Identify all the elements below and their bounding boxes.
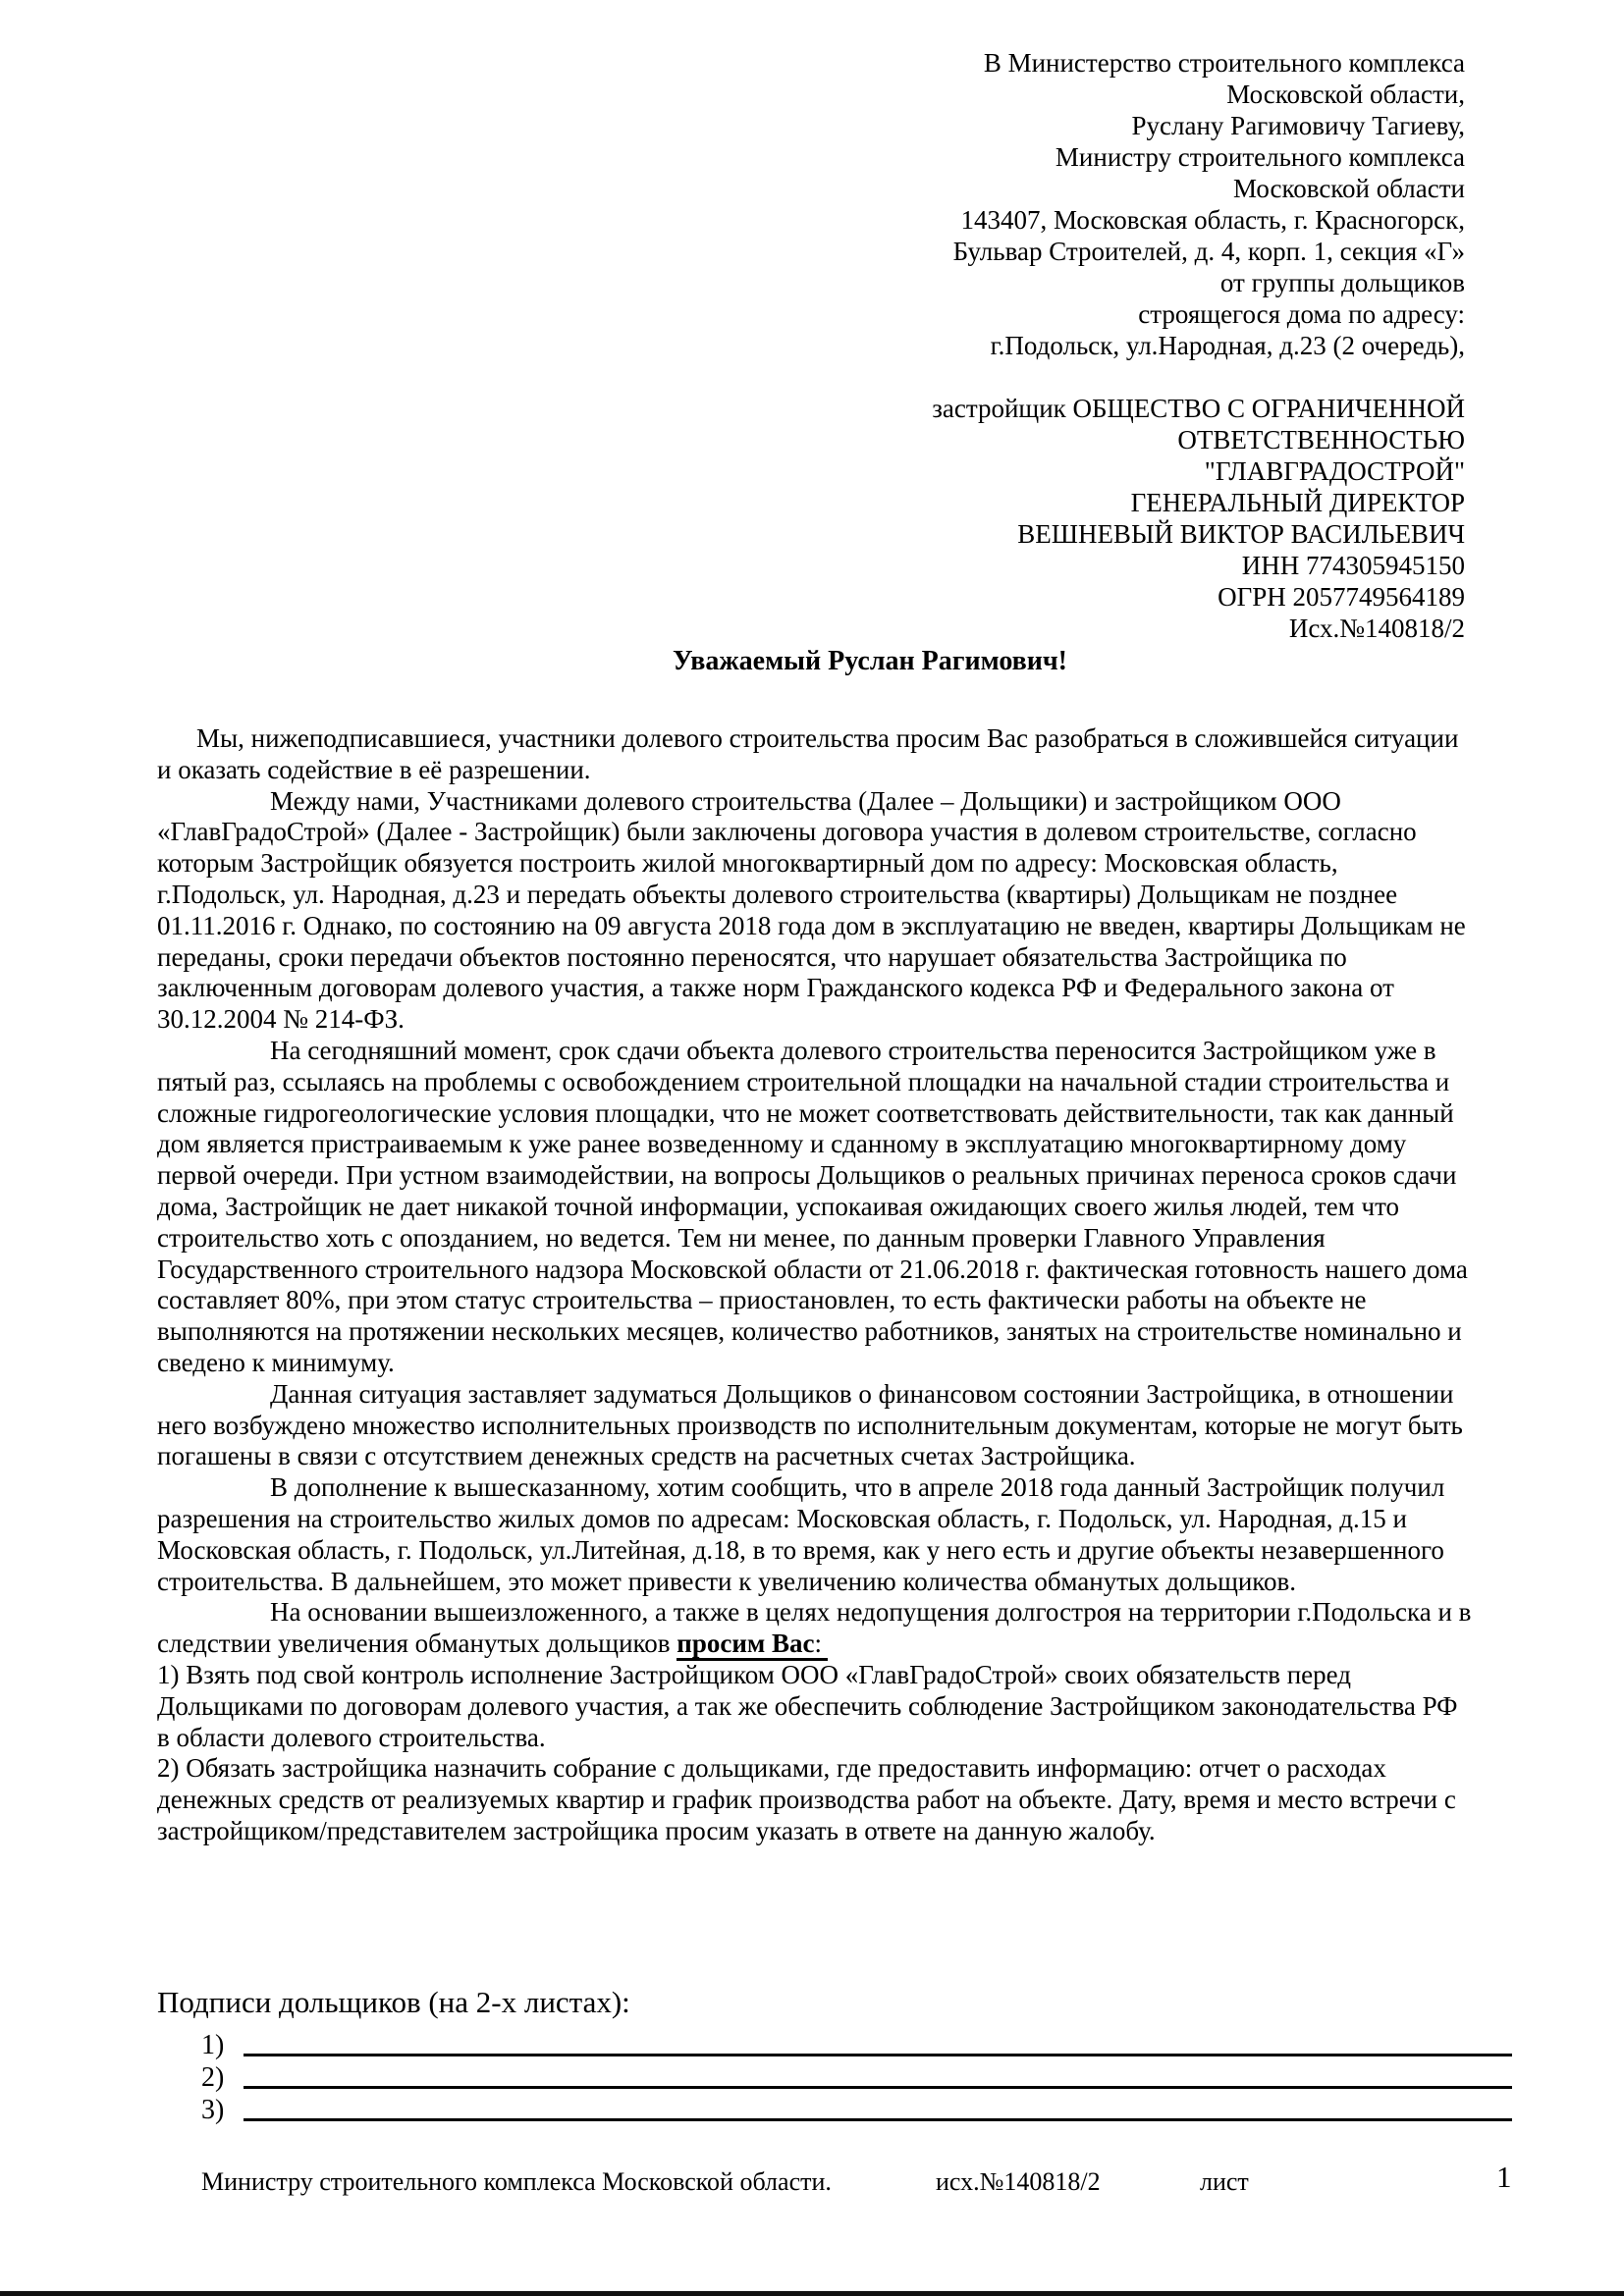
- body-paragraph: В дополнение к вышесказанному, хотим сообщить, что в апреле 2018 года данный Застройщик получил разрешения на строительство жилых домов по адресам: Московская область, г. Подольск, ул. Народная, д.15 и Московская область, г. Подольск, ул.Литейная, д.18, в то время, как у него есть и другие объекты незавершенного строительства. В дальнейшем, это может привести к увеличению количества обманутых дольщиков.: [157, 1472, 1445, 1596]
- recipient-line: 143407, Московская область, г. Красногорск,: [960, 205, 1465, 235]
- request-emphasis: [677, 1629, 828, 1661]
- letter-body: [157, 723, 1473, 1847]
- developer-line: ГЕНЕРАЛЬНЫЙ ДИРЕКТОР: [1130, 488, 1465, 517]
- signature-row: [157, 2030, 1512, 2062]
- recipient-line: Бульвар Строителей, д. 4, корп. 1, секция «Г»: [952, 237, 1465, 266]
- signature-line: [244, 2118, 1512, 2121]
- recipient-line: г.Подольск, ул.Народная, д.23 (2 очередь),: [990, 331, 1465, 360]
- developer-line: застройщик ОБЩЕСТВО С ОГРАНИЧЕННОЙ: [932, 394, 1465, 423]
- signatures-section: [157, 1985, 1512, 2127]
- page-bottom-edge: [0, 2291, 1624, 2296]
- signature-line: [244, 2086, 1512, 2089]
- request-item: 2) Обязать застройщика назначить собрание с дольщиками, где предоставить информацию: отчет о расходах денежных средств от реализуемых квартир и график производства работ на объекте. Дату, время и место встречи с застройщиком/представителем застройщика просим указать в ответе на данную жалобу.: [157, 1753, 1456, 1845]
- recipient-line: Руслану Рагимовичу Тагиеву,: [1131, 111, 1465, 140]
- recipient-line: Московской области,: [1226, 80, 1465, 109]
- developer-line: ИНН 774305945150: [1241, 551, 1465, 580]
- footer-addressee: Министру строительного комплекса Московской области.: [201, 2167, 832, 2196]
- body-paragraph: Между нами, Участниками долевого строительства (Далее – Дольщики) и застройщиком ООО «ГлавГрадоСтрой» (Далее - Застройщик) были заключены договора участия в долевом строительстве, согласно которым Застройщик обязуется построить жилой многоквартирный дом по адресу: Московская область, г.Подольск, ул. Народная, д.23 и передать объекты долевого строительства (квартиры) Дольщикам не позднее 01.11.2016 г. Однако, по состоянию на 09 августа 2018 года дом в эксплуатацию не введен, квартиры Дольщикам не переданы, сроки передачи объектов постоянно переносятся, что нарушает обязательства Застройщика по заключенным договорам долевого участия, а также норм Гражданского кодекса РФ и Федерального закона от 30.12.2004 № 214-ФЗ.: [157, 785, 1466, 1035]
- body-paragraph: Мы, нижеподписавшиеся, участники долевого строительства просим Вас разобраться в сложившейся ситуации и оказать содействие в её разрешении.: [157, 723, 1459, 784]
- header-block: [932, 47, 1465, 644]
- page-number: 1: [1496, 2160, 1512, 2194]
- recipient-line: В Министерство строительного комплекса: [983, 48, 1465, 78]
- signature-row: [157, 2095, 1512, 2127]
- signature-number: 1): [201, 2030, 225, 2060]
- developer-line: ОТВЕТСТВЕННОСТЬЮ: [1177, 425, 1465, 454]
- request-colon: :: [814, 1629, 823, 1659]
- footer-sheet-label: лист: [1200, 2167, 1249, 2196]
- developer-line: ОГРН 2057749564189: [1218, 582, 1465, 612]
- footer-outgoing-number: исх.№140818/2: [936, 2167, 1101, 2196]
- signature-number: 3): [201, 2095, 225, 2125]
- body-paragraph: На сегодняшний момент, срок сдачи объекта долевого строительства переносится Застройщиком уже в пятый раз, ссылаясь на проблемы с освобождением строительной площадки на начальной стадии строительства и сложные гидрогеологические условия площадки, что не может соответствовать действительности, так как данный дом является пристраиваемым к уже ранее возведенному и сданному в эксплуатацию многоквартирному дому первой очереди. При устном взаимодействии, на вопросы Дольщиков о реальных причинах переноса сроков сдачи дома, Застройщик не дает никакой точной информации, успокаивая ожидающих своего жилья людей, тем что строительство хоть с опозданием, но ведется. Тем ни менее, по данным проверки Главного Управления Государственного строительного надзора Московской области от 21.06.2018 г. фактическая готовность нашего дома составляет 80%, при этом статус строительства – приостановлен, то есть фактически работы на объекте не выполняются на протяжении нескольких месяцев, количество работников, занятых на строительстве номинально и сведено к минимуму.: [157, 1035, 1468, 1377]
- recipient-line: Московской области: [1232, 174, 1465, 203]
- request-intro-text: На основании вышеизложенного, а также в целях недопущения долгостроя на территории г.Подольска и в следствии увеличения обманутых дольщиков: [157, 1597, 1472, 1659]
- developer-line: ВЕШНЕВЫЙ ВИКТОР ВАСИЛЬЕВИЧ: [1017, 519, 1465, 549]
- request-emphasis-bold: просим Вас: [677, 1629, 815, 1659]
- signature-number: 2): [201, 2062, 225, 2093]
- request-intro-paragraph: [157, 1597, 1473, 1660]
- signature-line: [244, 2054, 1512, 2056]
- signatures-title: Подписи дольщиков (на 2-х листах):: [157, 1985, 630, 2019]
- recipient-line: от группы дольщиков: [1219, 268, 1465, 297]
- greeting: Уважаемый Руслан Рагимович!: [673, 646, 1068, 676]
- signature-row: [157, 2062, 1512, 2095]
- recipient-line: строящегося дома по адресу:: [1138, 299, 1465, 329]
- outgoing-number: Исх.№140818/2: [1288, 614, 1465, 643]
- request-item: 1) Взять под свой контроль исполнение Застройщиком ООО «ГлавГрадоСтрой» своих обязательств перед Дольщиками по договорам долевого участия, а так же обеспечить соблюдение Застройщиком законодательства РФ в области долевого строительства.: [157, 1659, 1458, 1752]
- body-paragraph: Данная ситуация заставляет задуматься Дольщиков о финансовом состоянии Застройщика, в отношении него возбуждено множество исполнительных производств по исполнительным документам, которые не могут быть погашены в связи с отсутствием денежных средств на расчетных счетах Застройщика.: [157, 1378, 1463, 1471]
- developer-line: "ГЛАВГРАДОСТРОЙ": [1204, 456, 1465, 486]
- developer-block: [932, 393, 1465, 644]
- recipient-line: Министру строительного комплекса: [1055, 142, 1465, 172]
